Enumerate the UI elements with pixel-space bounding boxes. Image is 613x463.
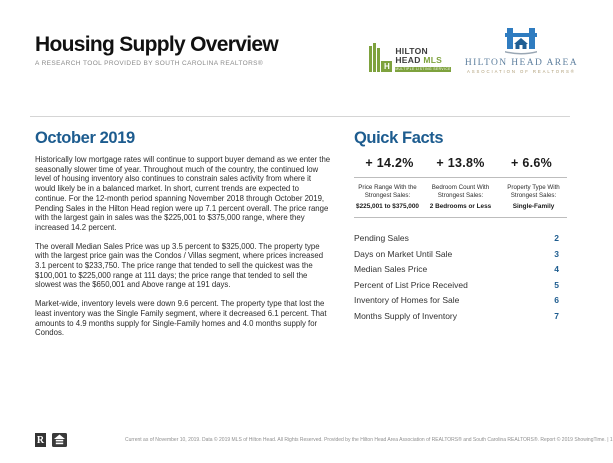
quick-facts-rule-bottom bbox=[354, 217, 567, 218]
quick-facts-heading: Quick Facts bbox=[354, 129, 444, 147]
toc-item-page: 3 bbox=[554, 248, 559, 259]
table-of-contents bbox=[354, 233, 567, 327]
footer-logos bbox=[35, 433, 67, 447]
toc-item-page: 2 bbox=[554, 233, 559, 243]
toc-item-label: Percent of List Price Received bbox=[354, 279, 468, 290]
stat-value: + 14.2% bbox=[365, 156, 414, 170]
toc-item bbox=[354, 264, 567, 280]
stat-label: Price Range With the Strongest Sales: bbox=[358, 184, 417, 199]
toc-item-page: 4 bbox=[554, 264, 559, 275]
month-heading: October 2019 bbox=[35, 129, 135, 147]
footer-disclaimer bbox=[125, 437, 613, 443]
quick-facts-section bbox=[354, 129, 567, 327]
stat-column bbox=[354, 184, 421, 210]
page-title: Housing Supply Overview bbox=[35, 33, 278, 56]
commentary-section bbox=[35, 129, 332, 347]
stat-label: Bedroom Count With Strongest Sales: bbox=[431, 184, 490, 199]
mls-suffix: MLS bbox=[423, 55, 443, 66]
toc-item-label: Inventory of Homes for Sale bbox=[354, 295, 460, 306]
hilton-head-area-logo bbox=[465, 28, 578, 74]
mls-logo-text bbox=[395, 47, 450, 72]
toc-item bbox=[354, 233, 567, 249]
toc-item-label: Pending Sales bbox=[354, 233, 409, 243]
hilton-head-mls-logo bbox=[369, 43, 450, 74]
quick-facts-rule-top bbox=[354, 177, 567, 178]
toc-item bbox=[354, 280, 567, 296]
h-house-icon bbox=[503, 28, 539, 56]
toc-item bbox=[354, 295, 567, 311]
header-divider bbox=[30, 116, 570, 117]
report-header bbox=[35, 33, 278, 67]
quick-facts-labels bbox=[354, 184, 567, 210]
toc-item bbox=[354, 311, 567, 327]
mls-bars-icon bbox=[369, 43, 392, 72]
footer-disclaimer-text: Current as of November 10, 2019. Data © 2019 MLS of Hilton Head. All Rights Reserved. Provided by the Hilton Head Area Association of REALTORS® and South Carolina REALTORS®. Report © 2019 ShowingTime. bbox=[125, 437, 606, 443]
mls-h-icon: H bbox=[381, 61, 392, 72]
equal-housing-icon bbox=[52, 433, 67, 447]
quick-facts-values bbox=[354, 156, 567, 170]
toc-item-label: Days on Market Until Sale bbox=[354, 248, 453, 259]
stat-detail: Single-Family bbox=[512, 203, 555, 210]
stat-column bbox=[500, 184, 567, 210]
footer-separator: | bbox=[607, 437, 609, 443]
toc-item-page: 7 bbox=[554, 310, 559, 321]
realtor-icon: R bbox=[36, 434, 45, 446]
mls-tagline: MULTIPLE LISTING SERVICE bbox=[395, 66, 451, 71]
commentary-paragraph-3: Market-wide, inventory levels were down 9.6 percent. The property type that lost the least inventory was the Single Family segment, where it decreased 6.1 percent. That amounts to 4.9 months supply for Single-Family homes and 4.0 months supply for Condos. bbox=[35, 299, 327, 338]
assoc-logo-line1: HILTON HEAD AREA bbox=[464, 58, 578, 68]
toc-item-page: 5 bbox=[554, 279, 559, 290]
stat-detail: $225,001 to $375,000 bbox=[356, 203, 419, 210]
toc-item-label: Months Supply of Inventory bbox=[354, 310, 458, 321]
mls-logo-line2: HEAD MLS bbox=[395, 55, 443, 66]
toc-item bbox=[354, 249, 567, 265]
stat-detail: 2 Bedrooms or Less bbox=[429, 203, 492, 210]
stat-label: Property Type With Strongest Sales: bbox=[507, 184, 560, 199]
mls-logo-line1: HILTON bbox=[395, 45, 428, 56]
commentary-paragraph-1: Historically low mortgage rates will continue to support buyer demand as we enter the seasonally slower time of year. Throughout much of the country, the continued low level of housing inventory also continues to constrain sales activity from where it would likely be in a balanced market. In short, current trends are expected to continue. For the 12-month period spanning November 2018 through October 2019, Pending Sales in the Hilton Head region were up 7.1 percent overall. The price range with the largest gain in sales was the $225,001 to $375,000 range, where they increased 14.2 percent. bbox=[35, 155, 331, 232]
stat-value: + 6.6% bbox=[510, 156, 553, 170]
toc-item-page: 6 bbox=[554, 295, 559, 306]
stat-column bbox=[427, 184, 494, 210]
logo-group bbox=[369, 28, 578, 74]
stat-value: + 13.8% bbox=[436, 156, 485, 170]
footer-page-number: 1 bbox=[609, 437, 613, 443]
page-subtitle: A RESEARCH TOOL PROVIDED BY SOUTH CAROLINA REALTORS® bbox=[35, 60, 264, 67]
toc-item-label: Median Sales Price bbox=[354, 264, 428, 275]
assoc-logo-line2: ASSOCIATION OF REALTORS® bbox=[466, 69, 576, 74]
commentary-paragraph-2: The overall Median Sales Price was up 3.5 percent to $325,000. The property type with the largest price gain was the Condos / Villas segment, where prices increased 3.1 percent to $233,750. The price range that tended to sell the quickest was the $100,001 to $225,000 range at 111 days; the price range that tended to sell the slowest was the $650,001 and Above range at 191 days. bbox=[35, 241, 324, 290]
